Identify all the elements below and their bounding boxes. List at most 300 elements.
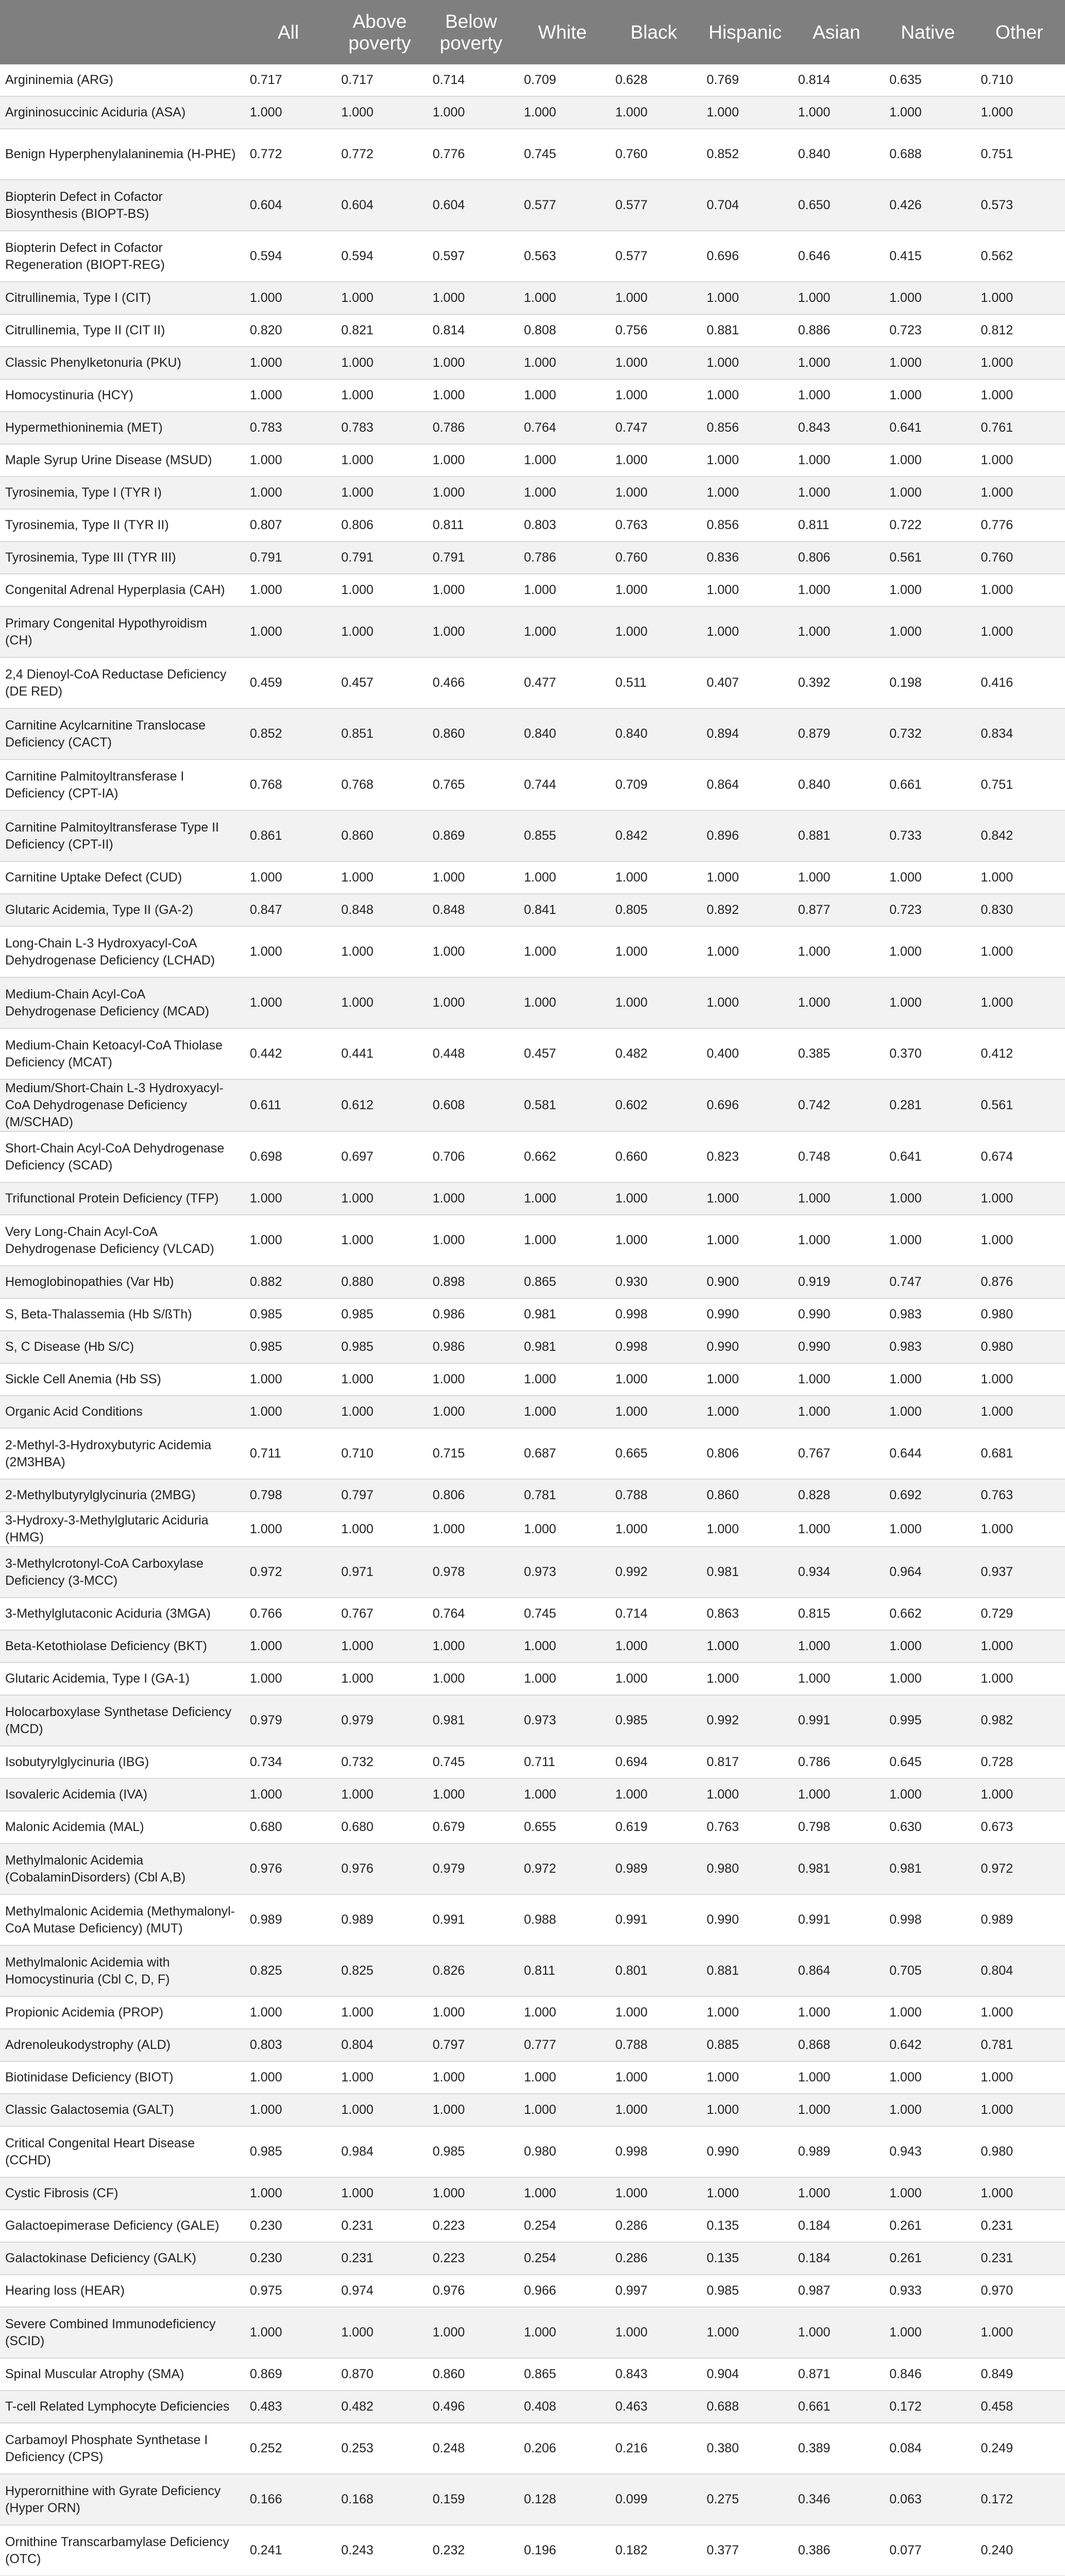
value-below-poverty: 0.976 — [426, 2275, 517, 2307]
value-above-poverty: 1.000 — [334, 2307, 425, 2358]
value-black: 0.665 — [608, 1428, 699, 1479]
value-native: 1.000 — [882, 1778, 973, 1811]
value-native: 0.733 — [882, 810, 973, 861]
condition-name: Maple Syrup Urine Disease (MSUD) — [0, 444, 243, 477]
value-all: 1.000 — [243, 96, 334, 129]
value-native: 0.983 — [882, 1331, 973, 1363]
table-row — [0, 926, 1065, 977]
condition-name: Long-Chain L-3 Hydroxyacyl-CoA Dehydrogenase Deficiency (LCHAD) — [0, 926, 243, 977]
table-row — [0, 1663, 1065, 1695]
value-hispanic: 0.704 — [700, 180, 791, 231]
value-asian: 0.748 — [791, 1131, 882, 1182]
value-hispanic: 0.981 — [700, 1547, 791, 1598]
value-all: 1.000 — [243, 977, 334, 1028]
value-below-poverty: 0.986 — [426, 1298, 517, 1331]
value-asian: 0.868 — [791, 2029, 882, 2061]
value-white: 1.000 — [517, 1630, 608, 1663]
value-native: 0.172 — [882, 2391, 973, 2423]
value-all: 0.230 — [243, 2242, 334, 2275]
value-hispanic: 0.992 — [700, 1695, 791, 1746]
table-row — [0, 2525, 1065, 2576]
value-white: 0.581 — [517, 1079, 608, 1131]
table-row — [0, 2210, 1065, 2242]
condition-name: Methylmalonic Acidemia (Methymalonyl-CoA Mutase Deficiency) (MUT) — [0, 1894, 243, 1945]
value-black: 0.619 — [608, 1811, 699, 1843]
value-asian: 0.843 — [791, 412, 882, 444]
value-hispanic: 1.000 — [700, 1215, 791, 1266]
condition-name: Isovaleric Acidemia (IVA) — [0, 1778, 243, 1811]
value-all: 0.825 — [243, 1945, 334, 1996]
value-other: 0.834 — [974, 708, 1065, 759]
value-black: 0.694 — [608, 1746, 699, 1778]
header-other: Other — [974, 0, 1065, 64]
value-all: 0.772 — [243, 129, 334, 180]
value-above-poverty: 0.985 — [334, 1298, 425, 1331]
value-hispanic: 0.823 — [700, 1131, 791, 1182]
value-all: 0.869 — [243, 2358, 334, 2391]
value-native: 1.000 — [882, 347, 973, 379]
table-row — [0, 977, 1065, 1028]
value-below-poverty: 0.608 — [426, 1079, 517, 1131]
value-other: 0.673 — [974, 1811, 1065, 1843]
value-above-poverty: 1.000 — [334, 1363, 425, 1396]
value-below-poverty: 0.860 — [426, 708, 517, 759]
value-all: 1.000 — [243, 444, 334, 477]
value-black: 0.801 — [608, 1945, 699, 1996]
value-hispanic: 1.000 — [700, 926, 791, 977]
value-hispanic: 1.000 — [700, 1512, 791, 1547]
value-asian: 1.000 — [791, 1215, 882, 1266]
condition-name: Primary Congenital Hypothyroidism (CH) — [0, 606, 243, 657]
value-native: 0.662 — [882, 1598, 973, 1630]
value-native: 0.732 — [882, 708, 973, 759]
value-white: 0.981 — [517, 1298, 608, 1331]
value-asian: 0.806 — [791, 541, 882, 574]
value-hispanic: 1.000 — [700, 282, 791, 314]
value-above-poverty: 0.976 — [334, 1843, 425, 1894]
table-row — [0, 2358, 1065, 2391]
condition-name: Beta-Ketothiolase Deficiency (BKT) — [0, 1630, 243, 1663]
value-white: 1.000 — [517, 1363, 608, 1396]
value-white: 1.000 — [517, 2177, 608, 2210]
value-asian: 0.840 — [791, 759, 882, 810]
value-above-poverty: 0.806 — [334, 509, 425, 541]
value-black: 0.992 — [608, 1547, 699, 1598]
value-black: 0.577 — [608, 231, 699, 282]
value-native: 0.692 — [882, 1479, 973, 1512]
value-asian: 0.385 — [791, 1028, 882, 1079]
value-white: 0.777 — [517, 2029, 608, 2061]
value-native: 0.645 — [882, 1746, 973, 1778]
value-asian: 0.987 — [791, 2275, 882, 2307]
value-black: 1.000 — [608, 1396, 699, 1428]
value-white: 0.841 — [517, 894, 608, 926]
value-native: 0.747 — [882, 1266, 973, 1298]
value-other: 0.416 — [974, 657, 1065, 708]
value-white: 0.254 — [517, 2242, 608, 2275]
value-other: 0.842 — [974, 810, 1065, 861]
condition-name: Classic Galactosemia (GALT) — [0, 2094, 243, 2126]
table-row — [0, 64, 1065, 96]
value-below-poverty: 1.000 — [426, 1396, 517, 1428]
value-black: 0.989 — [608, 1843, 699, 1894]
value-below-poverty: 1.000 — [426, 2177, 517, 2210]
value-black: 0.099 — [608, 2474, 699, 2525]
value-native: 0.261 — [882, 2242, 973, 2275]
table-row — [0, 1479, 1065, 1512]
value-asian: 1.000 — [791, 1996, 882, 2029]
table-row — [0, 1079, 1065, 1131]
value-other: 1.000 — [974, 282, 1065, 314]
value-all: 0.807 — [243, 509, 334, 541]
value-other: 1.000 — [974, 1363, 1065, 1396]
value-hispanic: 0.806 — [700, 1428, 791, 1479]
value-asian: 0.871 — [791, 2358, 882, 2391]
condition-name: Methylmalonic Acidemia (CobalaminDisorders) (Cbl A,B) — [0, 1843, 243, 1894]
value-below-poverty: 0.466 — [426, 657, 517, 708]
condition-name: Biotinidase Deficiency (BIOT) — [0, 2061, 243, 2094]
value-below-poverty: 0.797 — [426, 2029, 517, 2061]
value-white: 1.000 — [517, 379, 608, 412]
value-hispanic: 0.990 — [700, 1894, 791, 1945]
value-asian: 1.000 — [791, 977, 882, 1028]
value-hispanic: 0.985 — [700, 2275, 791, 2307]
value-above-poverty: 1.000 — [334, 1778, 425, 1811]
value-below-poverty: 1.000 — [426, 1215, 517, 1266]
value-below-poverty: 0.811 — [426, 509, 517, 541]
value-below-poverty: 1.000 — [426, 444, 517, 477]
value-below-poverty: 0.986 — [426, 1331, 517, 1363]
value-all: 0.230 — [243, 2210, 334, 2242]
table-row — [0, 2242, 1065, 2275]
value-below-poverty: 0.776 — [426, 129, 517, 180]
value-other: 0.776 — [974, 509, 1065, 541]
value-below-poverty: 1.000 — [426, 1182, 517, 1215]
value-other: 0.972 — [974, 1843, 1065, 1894]
value-other: 0.970 — [974, 2275, 1065, 2307]
table-row — [0, 379, 1065, 412]
value-below-poverty: 0.597 — [426, 231, 517, 282]
value-above-poverty: 0.848 — [334, 894, 425, 926]
value-hispanic: 0.377 — [700, 2525, 791, 2576]
table-row — [0, 1298, 1065, 1331]
value-native: 0.281 — [882, 1079, 973, 1131]
value-other: 1.000 — [974, 444, 1065, 477]
value-above-poverty: 1.000 — [334, 2061, 425, 2094]
value-other: 1.000 — [974, 606, 1065, 657]
value-hispanic: 0.980 — [700, 1843, 791, 1894]
condition-name: 3-Methylglutaconic Aciduria (3MGA) — [0, 1598, 243, 1630]
value-black: 0.843 — [608, 2358, 699, 2391]
value-black: 0.997 — [608, 2275, 699, 2307]
table-row — [0, 477, 1065, 509]
condition-name: Galactokinase Deficiency (GALK) — [0, 2242, 243, 2275]
table-row — [0, 1266, 1065, 1298]
value-asian: 0.786 — [791, 1746, 882, 1778]
table-row — [0, 129, 1065, 180]
condition-name: S, Beta-Thalassemia (Hb S/ßTh) — [0, 1298, 243, 1331]
value-black: 0.842 — [608, 810, 699, 861]
value-asian: 0.661 — [791, 2391, 882, 2423]
condition-name: Benign Hyperphenylalaninemia (H-PHE) — [0, 129, 243, 180]
value-native: 0.641 — [882, 412, 973, 444]
value-black: 0.747 — [608, 412, 699, 444]
table-row — [0, 894, 1065, 926]
value-below-poverty: 0.159 — [426, 2474, 517, 2525]
table-row — [0, 1182, 1065, 1215]
value-white: 0.811 — [517, 1945, 608, 1996]
value-all: 0.852 — [243, 708, 334, 759]
value-native: 0.723 — [882, 894, 973, 926]
value-below-poverty: 0.985 — [426, 2126, 517, 2177]
condition-name: Very Long-Chain Acyl-CoA Dehydrogenase Deficiency (VLCAD) — [0, 1215, 243, 1266]
table-row — [0, 1028, 1065, 1079]
value-asian: 0.934 — [791, 1547, 882, 1598]
condition-name: Tyrosinemia, Type I (TYR I) — [0, 477, 243, 509]
value-black: 0.805 — [608, 894, 699, 926]
value-all: 0.680 — [243, 1811, 334, 1843]
value-hispanic: 1.000 — [700, 1996, 791, 2029]
value-all: 0.698 — [243, 1131, 334, 1182]
value-below-poverty: 1.000 — [426, 2094, 517, 2126]
value-hispanic: 0.380 — [700, 2423, 791, 2474]
value-below-poverty: 0.765 — [426, 759, 517, 810]
table-row — [0, 759, 1065, 810]
table-row — [0, 1428, 1065, 1479]
value-black: 1.000 — [608, 861, 699, 894]
value-white: 0.254 — [517, 2210, 608, 2242]
value-below-poverty: 0.806 — [426, 1479, 517, 1512]
table-row — [0, 1811, 1065, 1843]
value-black: 1.000 — [608, 444, 699, 477]
value-black: 1.000 — [608, 1363, 699, 1396]
value-native: 0.688 — [882, 129, 973, 180]
value-above-poverty: 1.000 — [334, 861, 425, 894]
table-row — [0, 1746, 1065, 1778]
value-black: 0.602 — [608, 1079, 699, 1131]
value-black: 0.763 — [608, 509, 699, 541]
value-native: 1.000 — [882, 1512, 973, 1547]
value-below-poverty: 0.791 — [426, 541, 517, 574]
value-black: 1.000 — [608, 926, 699, 977]
value-white: 0.966 — [517, 2275, 608, 2307]
value-white: 0.973 — [517, 1695, 608, 1746]
condition-name: Propionic Acidemia (PROP) — [0, 1996, 243, 2029]
value-black: 1.000 — [608, 1996, 699, 2029]
value-native: 0.661 — [882, 759, 973, 810]
value-white: 0.709 — [517, 64, 608, 96]
value-asian: 1.000 — [791, 1663, 882, 1695]
condition-name: 3-Methylcrotonyl-CoA Carboxylase Deficiency (3-MCC) — [0, 1547, 243, 1598]
value-hispanic: 0.696 — [700, 1079, 791, 1131]
value-above-poverty: 0.441 — [334, 1028, 425, 1079]
value-hispanic: 0.856 — [700, 412, 791, 444]
value-below-poverty: 0.448 — [426, 1028, 517, 1079]
value-native: 1.000 — [882, 926, 973, 977]
value-native: 0.426 — [882, 180, 973, 231]
value-below-poverty: 1.000 — [426, 574, 517, 606]
value-hispanic: 0.892 — [700, 894, 791, 926]
value-hispanic: 1.000 — [700, 574, 791, 606]
table-row — [0, 606, 1065, 657]
condition-name: Methylmalonic Acidemia with Homocystinuria (Cbl C, D, F) — [0, 1945, 243, 1996]
value-all: 1.000 — [243, 2061, 334, 2094]
value-other: 0.561 — [974, 1079, 1065, 1131]
value-below-poverty: 0.715 — [426, 1428, 517, 1479]
value-all: 0.798 — [243, 1479, 334, 1512]
value-asian: 1.000 — [791, 926, 882, 977]
value-native: 1.000 — [882, 1396, 973, 1428]
value-all: 1.000 — [243, 1215, 334, 1266]
value-native: 0.998 — [882, 1894, 973, 1945]
value-other: 1.000 — [974, 477, 1065, 509]
condition-name: 2-Methyl-3-Hydroxybutyric Acidemia (2M3HBA) — [0, 1428, 243, 1479]
value-hispanic: 0.852 — [700, 129, 791, 180]
value-black: 0.840 — [608, 708, 699, 759]
value-above-poverty: 0.767 — [334, 1598, 425, 1630]
value-other: 0.458 — [974, 2391, 1065, 2423]
condition-name: Adrenoleukodystrophy (ALD) — [0, 2029, 243, 2061]
header-black: Black — [608, 0, 699, 64]
value-above-poverty: 0.851 — [334, 708, 425, 759]
value-other: 0.761 — [974, 412, 1065, 444]
value-other: 1.000 — [974, 1663, 1065, 1695]
value-all: 0.979 — [243, 1695, 334, 1746]
value-other: 1.000 — [974, 347, 1065, 379]
value-black: 0.286 — [608, 2242, 699, 2275]
value-asian: 0.991 — [791, 1894, 882, 1945]
value-native: 0.370 — [882, 1028, 973, 1079]
value-all: 1.000 — [243, 1363, 334, 1396]
value-asian: 0.742 — [791, 1079, 882, 1131]
value-all: 1.000 — [243, 1663, 334, 1695]
value-asian: 0.184 — [791, 2210, 882, 2242]
value-black: 0.788 — [608, 1479, 699, 1512]
condition-name: Hemoglobinopathies (Var Hb) — [0, 1266, 243, 1298]
value-asian: 1.000 — [791, 1396, 882, 1428]
value-asian: 0.990 — [791, 1298, 882, 1331]
value-hispanic: 0.900 — [700, 1266, 791, 1298]
value-asian: 0.815 — [791, 1598, 882, 1630]
value-asian: 0.840 — [791, 129, 882, 180]
value-hispanic: 1.000 — [700, 96, 791, 129]
value-hispanic: 0.400 — [700, 1028, 791, 1079]
value-hispanic: 1.000 — [700, 347, 791, 379]
value-black: 1.000 — [608, 1630, 699, 1663]
value-white: 0.865 — [517, 2358, 608, 2391]
value-all: 1.000 — [243, 282, 334, 314]
value-black: 1.000 — [608, 1215, 699, 1266]
value-native: 0.561 — [882, 541, 973, 574]
value-black: 1.000 — [608, 2094, 699, 2126]
value-other: 1.000 — [974, 1512, 1065, 1547]
table-row — [0, 180, 1065, 231]
value-hispanic: 0.769 — [700, 64, 791, 96]
value-white: 0.803 — [517, 509, 608, 541]
value-native: 1.000 — [882, 574, 973, 606]
header-all: All — [243, 0, 334, 64]
value-below-poverty: 0.706 — [426, 1131, 517, 1182]
condition-name: Congenital Adrenal Hyperplasia (CAH) — [0, 574, 243, 606]
value-black: 1.000 — [608, 2061, 699, 2094]
value-black: 0.985 — [608, 1695, 699, 1746]
value-native: 0.846 — [882, 2358, 973, 2391]
value-other: 0.980 — [974, 2126, 1065, 2177]
condition-name: Short-Chain Acyl-CoA Dehydrogenase Deficiency (SCAD) — [0, 1131, 243, 1182]
value-all: 0.604 — [243, 180, 334, 231]
value-above-poverty: 1.000 — [334, 1215, 425, 1266]
value-all: 0.711 — [243, 1428, 334, 1479]
value-black: 1.000 — [608, 347, 699, 379]
condition-name: Ornithine Transcarbamylase Deficiency (OTC) — [0, 2525, 243, 2576]
value-black: 1.000 — [608, 1512, 699, 1547]
value-native: 0.705 — [882, 1945, 973, 1996]
value-white: 1.000 — [517, 282, 608, 314]
value-asian: 0.881 — [791, 810, 882, 861]
condition-name: Classic Phenylketonuria (PKU) — [0, 347, 243, 379]
value-white: 1.000 — [517, 977, 608, 1028]
value-below-poverty: 0.679 — [426, 1811, 517, 1843]
value-all: 0.861 — [243, 810, 334, 861]
value-black: 1.000 — [608, 96, 699, 129]
value-black: 0.998 — [608, 2126, 699, 2177]
value-asian: 1.000 — [791, 1182, 882, 1215]
value-native: 1.000 — [882, 2094, 973, 2126]
value-black: 0.286 — [608, 2210, 699, 2242]
value-all: 0.989 — [243, 1894, 334, 1945]
value-white: 0.196 — [517, 2525, 608, 2576]
value-white: 0.988 — [517, 1894, 608, 1945]
condition-name: Homocystinuria (HCY) — [0, 379, 243, 412]
table-header — [0, 0, 1065, 64]
value-native: 0.644 — [882, 1428, 973, 1479]
value-hispanic: 0.864 — [700, 759, 791, 810]
table-row — [0, 1215, 1065, 1266]
value-native: 0.933 — [882, 2275, 973, 2307]
value-other: 1.000 — [974, 379, 1065, 412]
value-above-poverty: 0.604 — [334, 180, 425, 231]
value-hispanic: 0.407 — [700, 657, 791, 708]
value-hispanic: 0.990 — [700, 2126, 791, 2177]
value-below-poverty: 0.232 — [426, 2525, 517, 2576]
value-hispanic: 0.881 — [700, 314, 791, 347]
value-below-poverty: 0.978 — [426, 1547, 517, 1598]
value-native: 0.983 — [882, 1298, 973, 1331]
value-white: 0.781 — [517, 1479, 608, 1512]
value-white: 1.000 — [517, 1396, 608, 1428]
condition-name: Carbamoyl Phosphate Synthetase I Deficiency (CPS) — [0, 2423, 243, 2474]
table-row — [0, 1894, 1065, 1945]
value-white: 0.840 — [517, 708, 608, 759]
condition-name: Hearing loss (HEAR) — [0, 2275, 243, 2307]
value-above-poverty: 1.000 — [334, 1630, 425, 1663]
table-row — [0, 1131, 1065, 1182]
value-native: 0.722 — [882, 509, 973, 541]
value-all: 0.985 — [243, 1298, 334, 1331]
value-other: 1.000 — [974, 1996, 1065, 2029]
value-above-poverty: 0.979 — [334, 1695, 425, 1746]
table-row — [0, 282, 1065, 314]
value-white: 1.000 — [517, 574, 608, 606]
value-asian: 1.000 — [791, 282, 882, 314]
value-below-poverty: 0.814 — [426, 314, 517, 347]
value-other: 1.000 — [974, 1630, 1065, 1663]
condition-name: Organic Acid Conditions — [0, 1396, 243, 1428]
table-row — [0, 1547, 1065, 1598]
table-row — [0, 1396, 1065, 1428]
header-below-poverty: Below poverty — [426, 0, 517, 64]
value-all: 0.976 — [243, 1843, 334, 1894]
